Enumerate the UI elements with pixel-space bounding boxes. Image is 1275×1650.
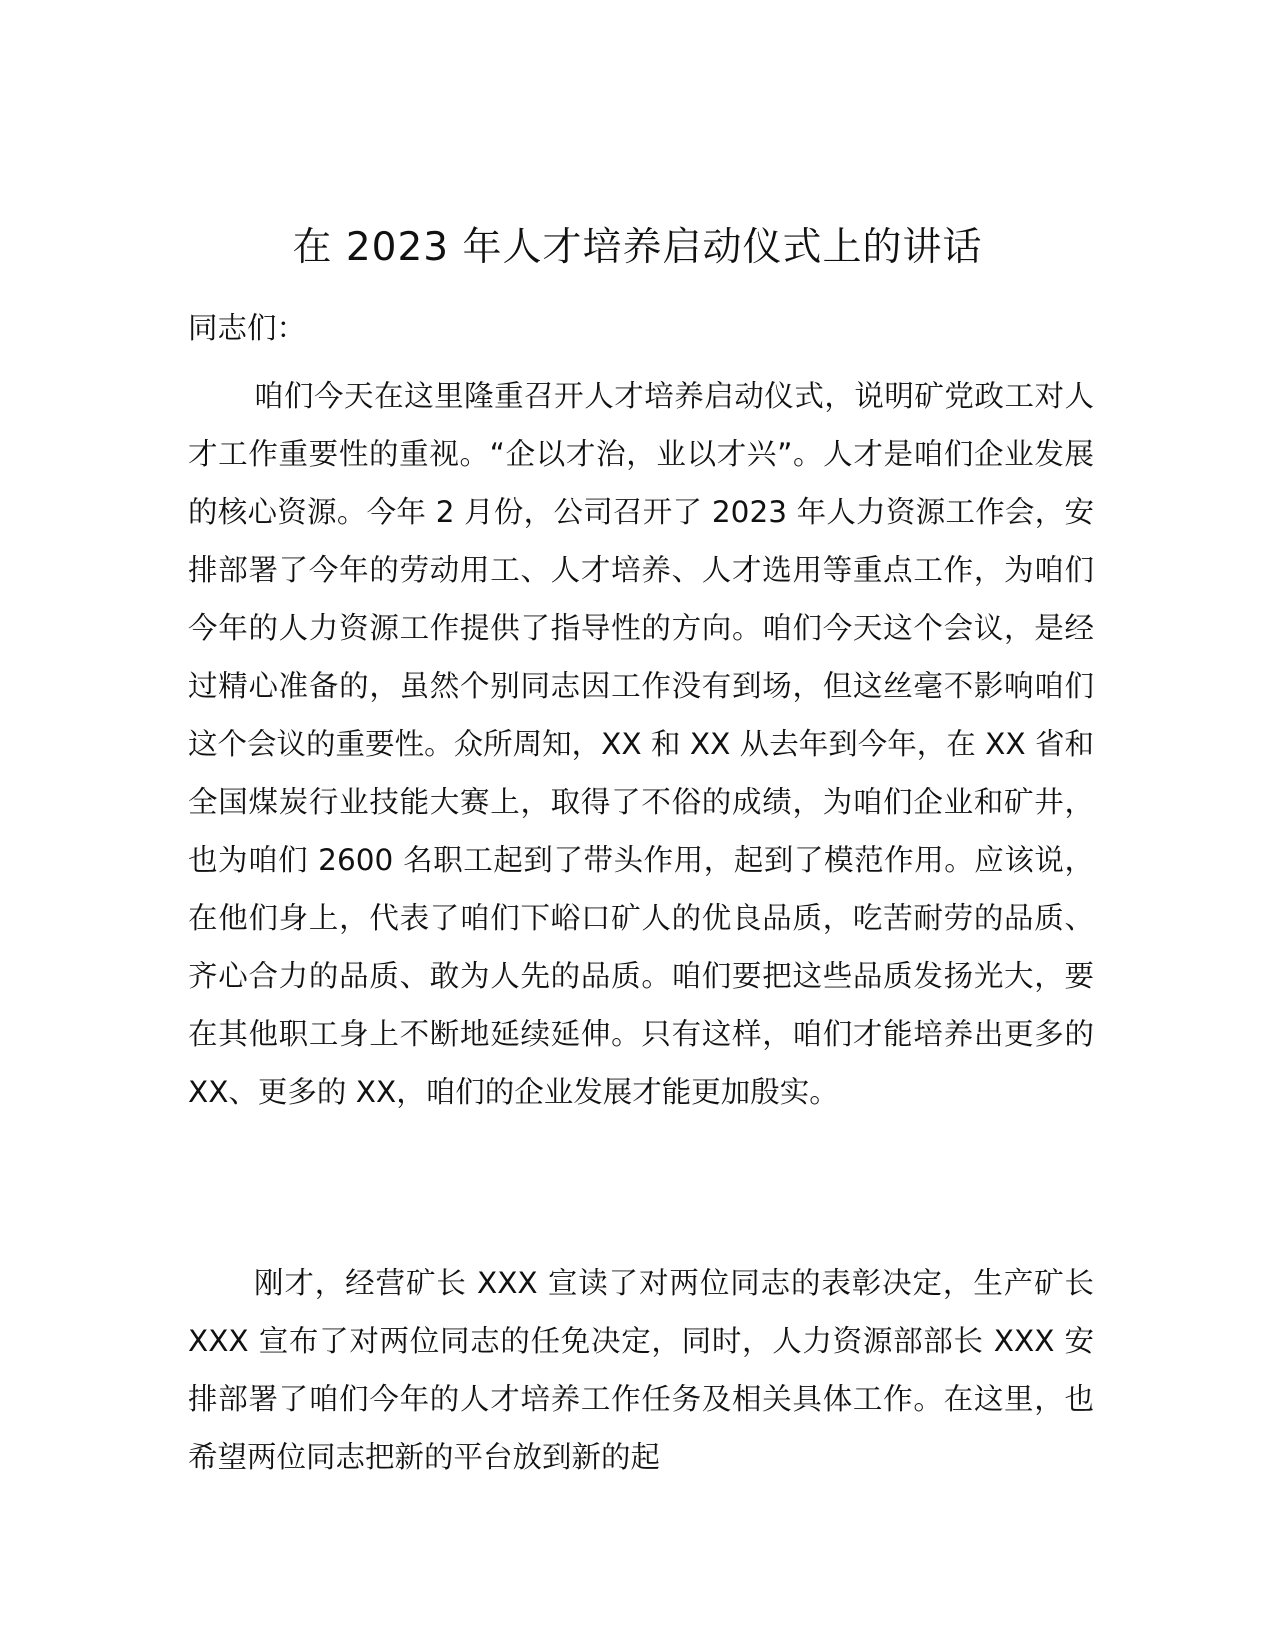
document-title: 在 2023 年人才培养启动仪式上的讲话 (292, 225, 983, 270)
paragraph-1: 咱们今天在这里隆重召开人才培养启动仪式，说明矿党政工对人才工作重要性的重视。“企以才治，业以才兴”。人才是咱们企业发展的核心资源。今年 2 月份，公司召开了 2023 年人力资源工作会，安排部署了今年的劳动用工、人才培养、人才选用等重点工作，为咱们今年的人力资源工作提供了指导性的方向。咱们今天这个会议，是经过精心准备的，虽然个别同志因工作没有到场，但这丝毫不影响咱们这个会议的重要性。众所周知，XX 和 XX 从去年到今年，在 XX 省和全国煤炭行业技能大赛上，取得了不俗的成绩，为咱们企业和矿井，也为咱们 2600 名职工起到了带头作用，起到了模范作用。应该说，在他们身上，代表了咱们下峪口矿人的优良品质，吃苦耐劳的品质、齐心合力的品质、敢为人先的品质。咱们要把这些品质发扬光大，要在其他职工身上不断地延续延伸。只有这样，咱们才能培养出更多的 XX、更多的 XX，咱们的企业发展才能更加殷实。 (188, 379, 1094, 1109)
paragraph-2: 刚才，经营矿长 XXX 宣读了对两位同志的表彰决定，生产矿长 XXX 宣布了对两位同志的任免决定，同时，人力资源部部长 XXX 安排部署了咱们今年的人才培养工作任务及相关具体工作。在这里，也希望两位同志把新的平台放到新的起 (188, 1266, 1094, 1474)
salutation: 同志们： (188, 311, 307, 345)
